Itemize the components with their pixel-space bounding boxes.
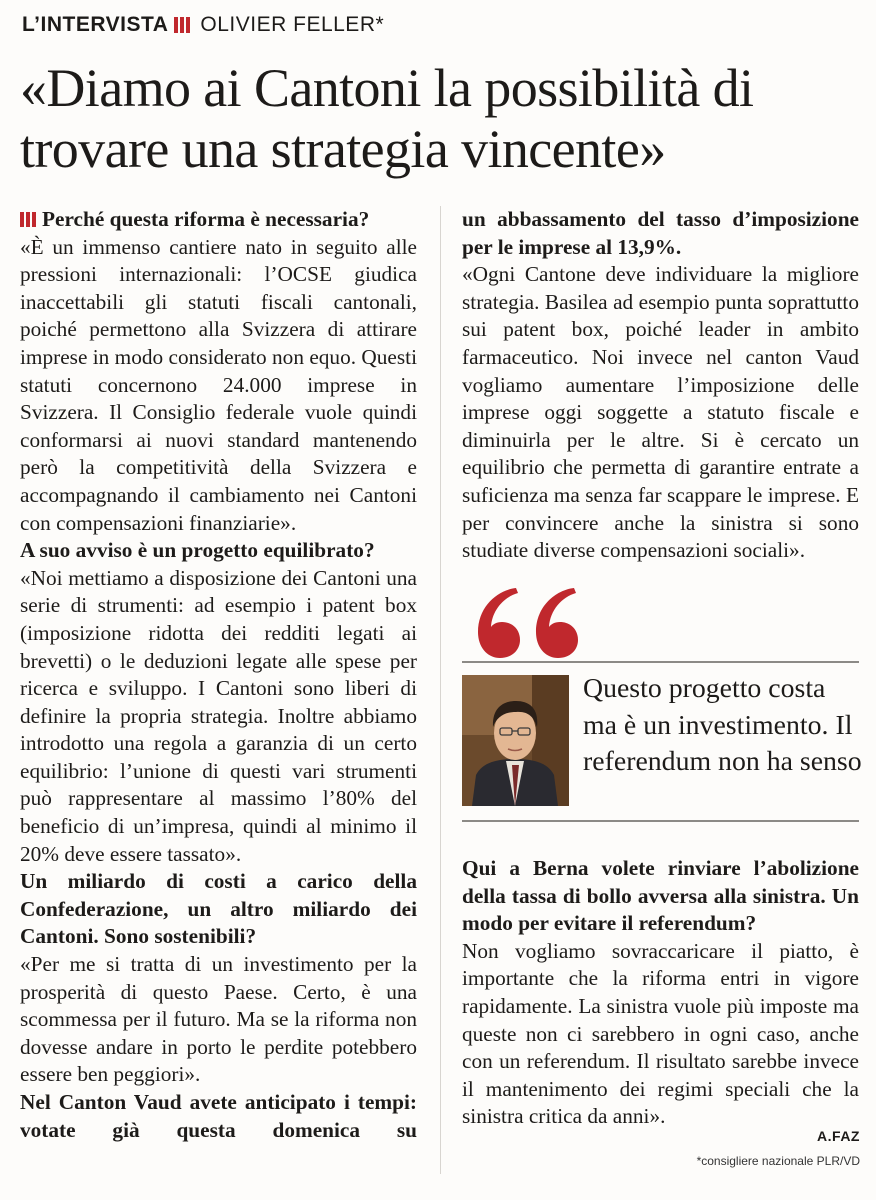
portrait-photo — [462, 675, 569, 806]
answer-4: «Ogni Cantone deve individuare la migliore strategia. Basilea ad esempio punta soprattutto sui patent box, poiché leader in ambito farmaceutico. Noi invece nel canton Vaud vogliamo aumentare l’imposizione delle imprese oggi soggette a statuto fiscale e diminuirla per le altre. Si è cercato un equilibrio che permetta di garantire entrate a suficienza ma senza far scappare le imprese. E per convincere anche la sinistra si sono studiate diverse compensazioni sociali». — [462, 262, 859, 563]
pull-quote: Questo progetto costa ma è un investimento. Il referendum non ha senso — [583, 673, 862, 777]
section-bars-icon — [174, 17, 190, 33]
interviewee-name: OLIVIER FELLER* — [200, 13, 385, 36]
column-divider — [440, 206, 441, 1174]
question-1-text: Perché questa riforma è necessaria? — [42, 207, 370, 231]
left-column — [20, 206, 417, 1144]
answer-3: «Per me si tratta di un investimento per la prosperità di questo Paese. Certo, è una scommessa per il futuro. Ma se la riforma non dovesse andare in porto le perdite potebbero essere ben peggiori». — [20, 952, 417, 1087]
footnote: *consigliere nazionale PLR/VD — [696, 1154, 860, 1168]
right-column-top — [462, 206, 859, 565]
question-4-start: Nel Canton Vaud avete anticipato i tempi: votate già questa domenica su — [20, 1090, 417, 1142]
pull-quote-top-rule — [462, 661, 859, 663]
question-bars-icon — [20, 212, 36, 227]
headline: «Diamo ai Cantoni la possibilità di trovare una strategia vincente» — [20, 58, 754, 179]
author-signature: A.FAZ — [817, 1128, 860, 1144]
question-3: Un miliardo di costi a carico della Confederazione, un altro miliardo dei Cantoni. Sono sostenibili? — [20, 869, 417, 949]
answer-1: «È un immenso cantiere nato in seguito alle pressioni internazionali: l’OCSE giudica inaccettabili gli statuti fiscali cantonali, poiché permettono alla Svizzera di attirare imprese in modo considerato non equo. Questi statuti concernono 24.000 imprese in Svizzera. Il Consiglio federale vuole quindi conformarsi ai nuovi standard mantenendo però la competitività della Svizzera e accompagnando il cambiamento nei Cantoni con compensazioni finanziarie». — [20, 234, 417, 535]
section-kicker — [22, 10, 384, 40]
question-4-end: un abbassamento del tasso d’imposizione per le imprese al 13,9%. — [462, 207, 859, 259]
quote-marks-icon — [470, 580, 582, 662]
question-1 — [20, 206, 417, 234]
section-label: L’INTERVISTA — [22, 13, 169, 36]
right-column-bottom — [462, 855, 859, 1131]
pull-quote-bottom-rule — [462, 820, 859, 822]
answer-2: «Noi mettiamo a disposizione dei Cantoni una serie di strumenti: ad esempio i patent box (imposizione ridotta dei redditi legati ai brevetti) o le deduzioni legate alle spese per ricerca e sviluppo. I Cantoni sono liberi di definire la propria strategia. Inoltre abbiamo introdotto una regola a garanzia di un certo equilibrio: l’unione di questi vari strumenti può rappresentare al massimo l’80% del beneficio di un’impresa, quindi al minimo il 20% deve essere tassato». — [20, 565, 417, 866]
question-2: A suo avviso è un progetto equilibrato? — [20, 538, 375, 563]
answer-5: Non vogliamo sovraccaricare il piatto, è importante che la riforma entri in vigore rapidamente. La sinistra vuole più imposte ma queste non ci sarebbero in ogni caso, anche con un referendum. Il risultato sarebbe invece il mantenimento dei regimi speciali che la sinistra critica da anni». — [462, 938, 859, 1129]
question-5: Qui a Berna volete rinviare l’abolizione della tassa di bollo avversa alla sinistra. Un modo per evitare il referendum? — [462, 856, 859, 936]
